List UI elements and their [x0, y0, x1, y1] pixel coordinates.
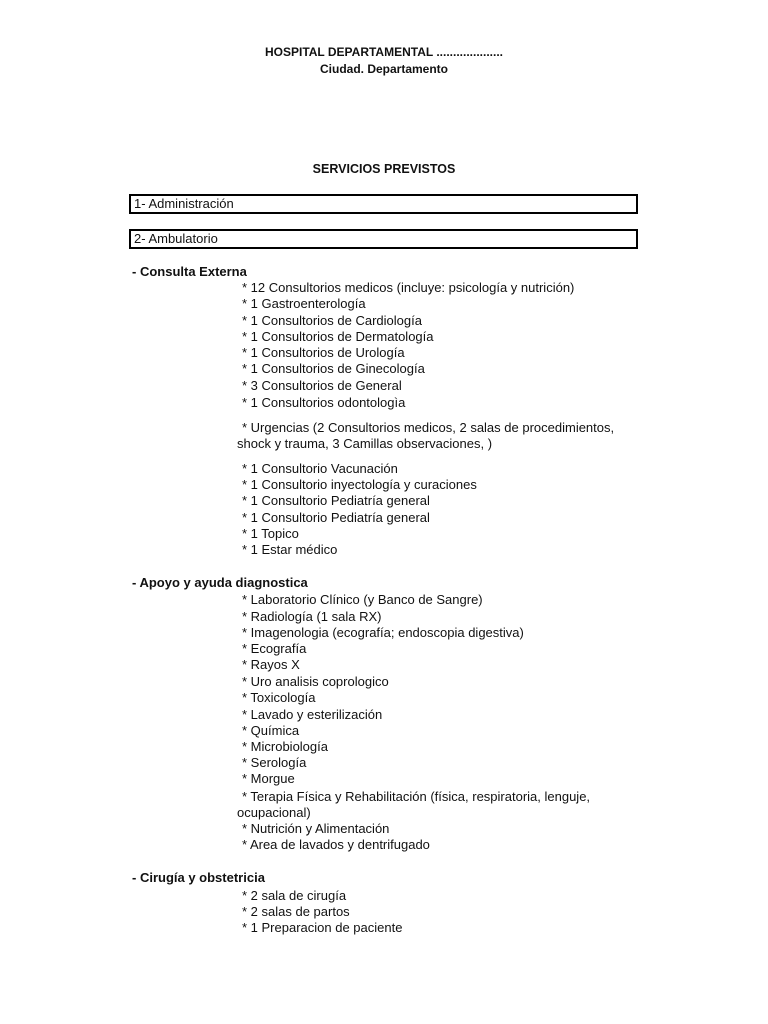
list-item: * 12 Consultorios medicos (incluye: psicología y nutrición): [242, 280, 575, 295]
page-title: SERVICIOS PREVISTOS: [312, 162, 456, 176]
list-item: * Imagenologia (ecografía; endoscopia digestiva): [242, 625, 524, 640]
list-item: * Serología: [242, 755, 307, 770]
list-item: * 1 Consultorio Pediatría general: [242, 493, 430, 508]
list-item: * 1 Consultorios de Dermatología: [242, 329, 434, 344]
group-cirugia-obstetricia: - Cirugía y obstetricia: [132, 870, 265, 885]
list-item: * 2 sala de cirugía: [242, 888, 347, 903]
list-item-terapia: * Terapia Física y Rehabilitación (física, respiratoria, lenguje, ocupacional): [237, 789, 591, 821]
list-item: * 1 Consultorios odontologìa: [242, 395, 406, 410]
list-item: * Química: [242, 723, 300, 738]
list-item: * Morgue: [242, 771, 295, 786]
list-item: * Rayos X: [242, 657, 300, 672]
group-apoyo-diagnostico: - Apoyo y ayuda diagnostica: [132, 575, 308, 590]
list-item: * 1 Consultorio inyectología y curaciones: [242, 477, 477, 492]
list-item-urgencias: * Urgencias (2 Consultorios medicos, 2 salas de procedimientos, shock y trauma, 3 Camillas observaciones, ): [237, 420, 615, 452]
list-item: * 3 Consultorios de General: [242, 378, 402, 393]
list-item: * Area de lavados y dentrifugado: [242, 837, 430, 852]
list-item: * Laboratorio Clínico (y Banco de Sangre): [242, 592, 483, 607]
list-item: * 1 Topico: [242, 526, 299, 541]
list-item: * 1 Consultorios de Urología: [242, 345, 405, 360]
list-item: * 1 Consultorios de Ginecología: [242, 361, 425, 376]
list-item: * 1 Consultorio Vacunación: [242, 461, 398, 476]
hospital-name: HOSPITAL DEPARTAMENTAL ....................: [264, 45, 503, 59]
list-item: * 1 Preparacion de paciente: [242, 920, 403, 935]
list-item: * 2 salas de partos: [242, 904, 350, 919]
list-item: * Lavado y esterilización: [242, 707, 383, 722]
list-item: * Nutrición y Alimentación: [242, 821, 390, 836]
list-item: * Microbiología: [242, 739, 328, 754]
group-consulta-externa: - Consulta Externa: [132, 264, 247, 279]
list-item: * 1 Gastroenterología: [242, 296, 366, 311]
list-item: * 1 Consultorio Pediatría general: [242, 510, 430, 525]
list-item: * Radiología (1 sala RX): [242, 609, 382, 624]
city-department: Ciudad. Departamento: [319, 62, 448, 76]
list-item: * Toxicología: [242, 690, 316, 705]
list-item: * 1 Estar médico: [242, 542, 338, 557]
list-item: * 1 Consultorios de Cardiología: [242, 313, 422, 328]
section-administracion: 1- Administración: [129, 194, 638, 214]
list-item: * Ecografía: [242, 641, 307, 656]
section-ambulatorio: 2- Ambulatorio: [129, 229, 638, 249]
list-item: * Uro analisis coprologico: [242, 674, 389, 689]
